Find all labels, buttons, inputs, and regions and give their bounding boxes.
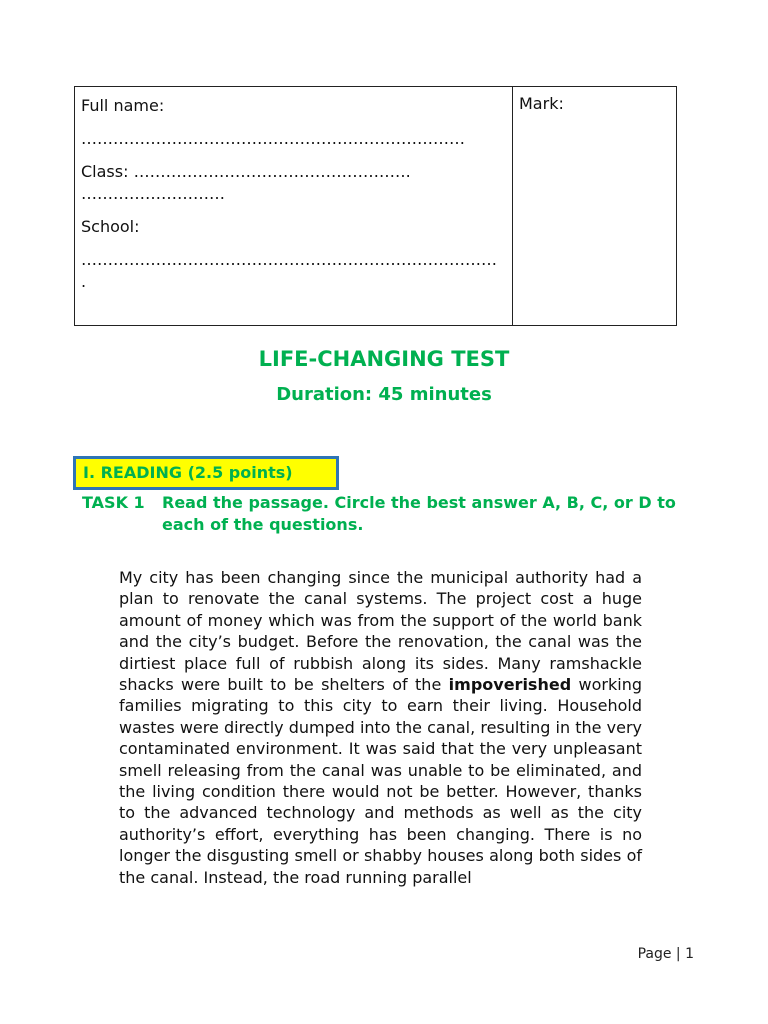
passage-bold-word: impoverished [448,675,572,695]
school-field-end: . [81,272,87,291]
school-label: School: [81,217,140,236]
page-number: Page | 1 [637,946,694,962]
task-label: TASK 1 [82,493,145,512]
full-name-field[interactable]: ……………………………………………………………… [81,129,465,148]
reading-passage [119,567,642,888]
test-title: LIFE-CHANGING TEST [258,347,510,371]
mark-label: Mark: [519,94,564,113]
class-field[interactable]: Class: ……………………………………………. [81,162,411,181]
passage-text-start: My city has been changing since the municipal authority had a plan to renovate the canal systems. The project cost a huge amount of money which was from the support of the world bank and the city’s budget. Before the renovation, the canal was the dirtiest place full of rubbish along its sides. Many ramshackle shacks were built to be shelters of the [119,568,642,695]
passage-text-end: working families migrating to this city to earn their living. Household wastes were directly dumped into the canal, resulting in the very contaminated environment. It was said that the very unpleasant smell releasing from the canal was unable to be eliminated, and the living condition there would not be better. However, thanks to the advanced technology and methods as well as the city authority’s effort, everything has been changing. There is no longer the disgusting smell or shabby houses along both sides of the canal. Instead, the road running parallel [119,675,642,887]
test-duration: Duration: 45 minutes [276,384,492,405]
section-heading-reading: I. READING (2.5 points) [73,456,339,490]
mark-cell [513,87,676,325]
school-field[interactable]: …………………………………………………………………… [81,250,497,269]
student-info-table [74,86,677,326]
student-details-cell [75,87,513,325]
class-field-continuation[interactable]: ……………………… [81,184,225,203]
task-instruction: Read the passage. Circle the best answer A, B, C, or D to each of the questions. [162,493,676,534]
full-name-label: Full name: [81,96,165,115]
